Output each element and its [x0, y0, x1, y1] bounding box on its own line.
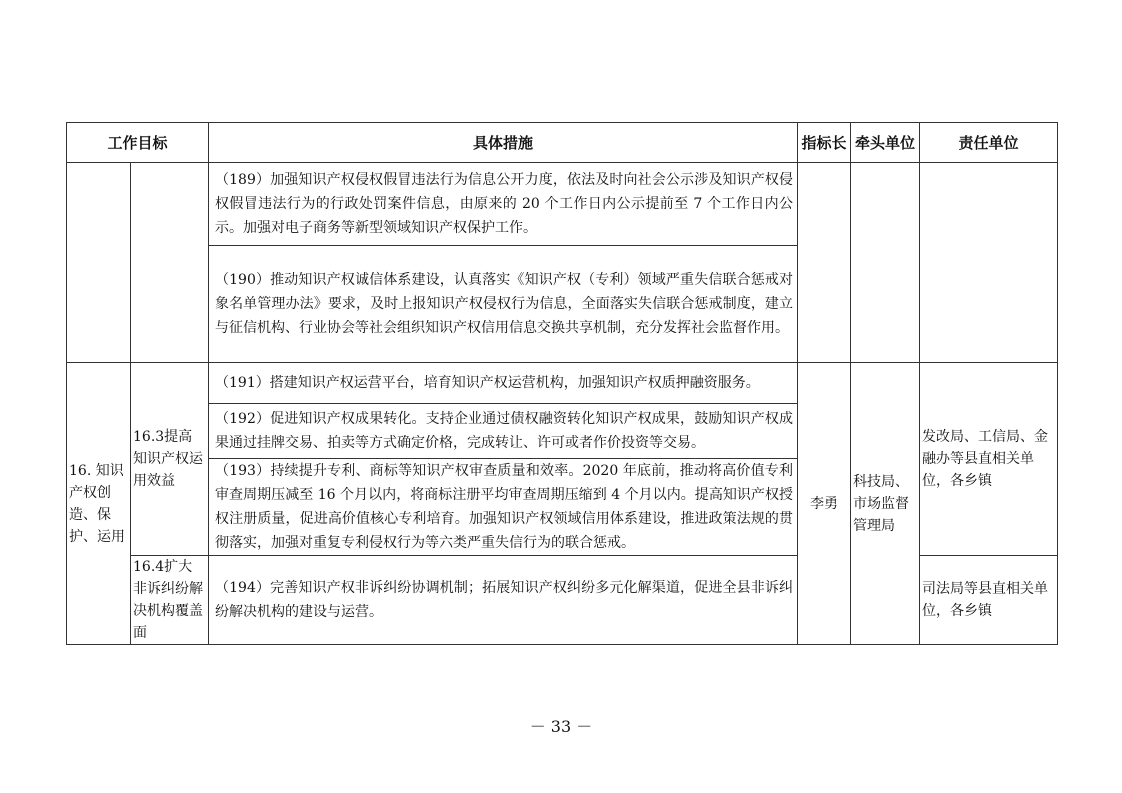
table-row — [67, 163, 1058, 246]
subgoal-cell-empty — [131, 163, 209, 363]
measure-190: （190）推动知识产权诚信体系建设，认真落实《知识产权（专利）领域严重失信联合惩戒对象名单管理办法》要求，及时上报知识产权侵权行为信息，全面落实失信联合惩戒制度，建立与征信机构、行业协会等社会组织知识产权信用信息交换共享机制，充分发挥社会监督作用。 — [209, 246, 798, 363]
table-row — [67, 363, 1058, 404]
header-leader: 指标长 — [798, 123, 851, 163]
header-lead-unit: 牵头单位 — [851, 123, 920, 163]
subgoal-16-4: 16.4扩大非诉纠纷解决机构覆盖面 — [131, 556, 209, 645]
subgoal-16-3: 16.3提高知识产权运用效益 — [131, 363, 209, 556]
lead-unit-cell-empty — [851, 163, 920, 363]
header-goal: 工作目标 — [67, 123, 209, 163]
resp-unit-16-3: 发改局、工信局、金融办等县直相关单位，各乡镇 — [920, 363, 1058, 556]
measures-table — [66, 122, 1058, 645]
goal-cell-empty — [67, 163, 131, 363]
leader-cell-empty — [798, 163, 851, 363]
header-measures: 具体措施 — [209, 123, 798, 163]
table-header — [67, 123, 1058, 163]
goal-16: 16. 知识产权创造、保护、运用 — [67, 363, 131, 645]
leader: 李勇 — [798, 363, 851, 645]
header-resp-unit: 责任单位 — [920, 123, 1058, 163]
measure-192: （192）促进知识产权成果转化。支持企业通过债权融资转化知识产权成果，鼓励知识产权成果通过挂牌交易、拍卖等方式确定价格，完成转让、许可或者作价投资等交易。 — [209, 404, 798, 459]
lead-unit: 科技局、市场监督管理局 — [851, 363, 920, 645]
measure-193: （193）持续提升专利、商标等知识产权审查质量和效率。2020 年底前，推动将高价值专利审查周期压减至 16 个月以内，将商标注册平均审查周期压缩到 4 个月以内。提高知识产权授权注册质量，促进高价值核心专利培育。加强知识产权领域信用体系建设，推进政策法规的贯彻落实，加强对重复专利侵权行为等六类严重失信行为的联合惩戒。 — [209, 459, 798, 556]
resp-unit-cell-empty — [920, 163, 1058, 363]
measure-194: （194）完善知识产权非诉纠纷协调机制；拓展知识产权纠纷多元化解渠道，促进全县非诉纠纷解决机构的建设与运营。 — [209, 556, 798, 645]
measure-191: （191）搭建知识产权运营平台，培育知识产权运营机构，加强知识产权质押融资服务。 — [209, 363, 798, 404]
page-number: － 33 － — [529, 717, 593, 736]
resp-unit-16-4: 司法局等县直相关单位，各乡镇 — [920, 556, 1058, 645]
measure-189: （189）加强知识产权侵权假冒违法行为信息公开力度，依法及时向社会公示涉及知识产权侵权假冒违法行为的行政处罚案件信息，由原来的 20 个工作日内公示提前至 7 个工作日内公示。加强对电子商务等新型领域知识产权保护工作。 — [209, 163, 798, 246]
